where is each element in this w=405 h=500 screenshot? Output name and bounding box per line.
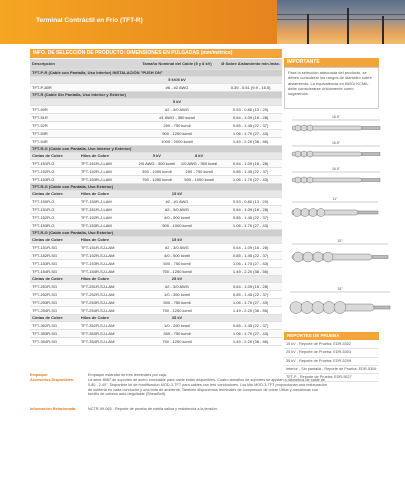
group-title: TFT-R-G (Cable con Pantalla, Uso Exterior): [30, 229, 282, 236]
table-cell: 1.49 - 2.20 (38 - 56): [219, 306, 282, 314]
table-row: [30, 159, 282, 167]
table-row: [30, 105, 282, 113]
table-cell: TFT-151R-G: [30, 205, 79, 213]
table-cell: 1.49 - 2.20 (38 - 56): [219, 137, 282, 145]
terminal-drawing-6: [290, 292, 390, 314]
group-header: [30, 229, 282, 236]
kv-label: 5 kV: [135, 98, 219, 105]
table-row: [30, 213, 282, 221]
table-row: [30, 137, 282, 145]
header-cable-size: Tamaño Nominal del Cable (5 y 8 kV): [135, 59, 219, 69]
table-cell: 0.85 - 1.45 (22 - 37): [219, 167, 282, 175]
table-cell: [219, 190, 282, 197]
report-item: 25 kV - Reporte de Prueba: EDR-5303: [284, 349, 379, 357]
table-cell: 500 - 1000 kcmil: [179, 175, 219, 183]
group-title: TFT-R (Cable Sin Pantalla, Uso Interior y Exterior): [30, 91, 282, 98]
table-row: [30, 205, 282, 213]
table-cell: TFT-353R-SG: [30, 329, 79, 337]
table-cell: Cintas de Cobre: [30, 236, 79, 243]
table-cell: 1.49 - 2.20 (38 - 56): [219, 267, 282, 275]
header-insulation: Ø Sobre Aislamiento mín./máx.: [219, 59, 282, 69]
table-cell: Hilos de Cobre: [79, 236, 135, 243]
table-cell: 1.06 - 1.70 (27 - 43): [219, 298, 282, 306]
table-cell: 1.06 - 1.70 (27 - 43): [219, 221, 282, 229]
group-header: [30, 183, 282, 190]
table-cell: 1/0 - 350 kcmil: [135, 290, 219, 298]
power-lines-photo: [277, 0, 405, 44]
table-cell: TFT-254R-SJ-LAM: [79, 306, 135, 314]
table-cell: 500 - 750 kcmil: [135, 259, 219, 267]
table-cell: TFT-253R-SJ-LAM: [79, 298, 135, 306]
header-banner: [0, 0, 405, 44]
table-cell: Hilos de Cobre: [79, 152, 135, 159]
table-cell: TFT-251R-SG: [30, 282, 79, 290]
table-cell: TFT-153R-J-LAM: [79, 175, 135, 183]
table-row: [30, 282, 282, 290]
table-cell: 35 kV: [135, 314, 219, 321]
table-row: [30, 267, 282, 275]
table-cell: 15 kV: [135, 236, 219, 243]
product-selection-table: [30, 59, 282, 346]
note-label: Información Relacionada:: [30, 407, 77, 411]
table-cell: TFT-353R-SJ-LAM: [79, 329, 135, 337]
table-cell: TFT-151R-SG: [30, 243, 79, 251]
kv-header: [30, 314, 282, 321]
table-cell: [219, 314, 282, 321]
table-cell: 750 - 1250 kcmil: [135, 267, 219, 275]
table-row: [30, 298, 282, 306]
table-row: [30, 167, 282, 175]
table-cell: 0.64 - 1.09 (16 - 28): [219, 243, 282, 251]
table-cell: Cintas de Cobre: [30, 190, 79, 197]
note-text: NCTR-99-065 - Reporte de prueba de niebla salina y resistencia a la tensión.: [88, 407, 218, 411]
table-row: [30, 175, 282, 183]
table-cell: 0.85 - 1.45 (22 - 37): [219, 321, 282, 329]
table-cell: TFT-151R-SJ-LAM: [79, 243, 135, 251]
group-title: TFT-R-G (Cable con Pantalla, Uso Exterior): [30, 183, 282, 190]
terminal-drawing-2: [292, 146, 380, 157]
note-text: La serie 8987 de soportes de acero inoxidable para cable están disponibles. Cuatro tamaños de soportes se ajustan a diámetros de cable de 0.80 - 2.40". Disponible kit de modificación MOD-3-TFT para cables con tres conductores. Los kits MOD-3-TFT proporcionan una restauración de cubierta en cada conductor y una bota de ambiente. También disponemos terminales de compresión de cobre Utilux y mecánicas con tornillo de cabeza auto-degollable (ShearBolt).: [88, 378, 328, 397]
table-cell: 4/0 - 500 kcmil: [135, 251, 219, 259]
table-row: [30, 83, 282, 91]
table-cell: #2 - 3/0 AWG: [135, 282, 219, 290]
table-cell: 0.85 - 1.45 (22 - 37): [219, 290, 282, 298]
table-cell: TFT-152R-G: [30, 167, 79, 175]
table-cell: TFT-354R-SG: [30, 337, 79, 345]
table-cell: 5 kV: [135, 152, 179, 159]
table-row: [30, 290, 282, 298]
table-cell: 0.64 - 1.09 (16 - 28): [219, 205, 282, 213]
table-cell: TFT-252R-SG: [30, 290, 79, 298]
table-row: [30, 113, 282, 121]
table-cell: 1.06 - 1.70 (27 - 43): [219, 175, 282, 183]
table-cell: TFT-53R: [30, 129, 135, 137]
kv-header: [30, 275, 282, 282]
report-item: 35 kV - Reporte de Prueba: EDR-5299: [284, 358, 379, 366]
table-cell: 15 kV: [135, 190, 219, 197]
table-cell: TFT-153R-G: [30, 221, 79, 229]
group-header: [30, 91, 282, 98]
table-cell: TFT-252R-SJ-LAM: [79, 290, 135, 298]
table-cell: 0.85 - 1.45 (22 - 37): [219, 251, 282, 259]
terminal-drawing-5: [292, 244, 388, 262]
table-cell: TFT-152R-SG: [30, 251, 79, 259]
group-title: TFT-P-R (Cable con Pantalla, Uso Interior) INSTALACIÓN "PUSH ON": [30, 69, 282, 76]
table-cell: TFT-153R-J-LAM: [79, 221, 135, 229]
table-cell: TFT-251R-SJ-LAM: [79, 282, 135, 290]
table-cell: 0.39 - 0.61 (9.9 - 15.5): [219, 83, 282, 91]
terminal-drawing-3: [292, 172, 380, 183]
table-cell: 1.06 - 1.70 (27 - 43): [219, 129, 282, 137]
table-cell: 750 - 1250 kcmil: [135, 175, 179, 183]
group-title: TFT-R-G (Cable con Pantalla, Uso Interior y Exterior): [30, 145, 282, 152]
table-cell: 250 - 750 kcmil: [135, 121, 219, 129]
table-cell: Cintas de Cobre: [30, 275, 79, 282]
group-header: [30, 145, 282, 152]
table-cell: TFT-154R-SJ-LAM: [79, 267, 135, 275]
table-cell: 8 kV: [179, 152, 219, 159]
table-cell: TFT-352R-SG: [30, 321, 79, 329]
kv-header: [30, 152, 282, 159]
dim-label-4: 11": [332, 197, 338, 201]
table-cell: 500 - 1000 kcmil: [135, 221, 219, 229]
table-cell: 0.53 - 0.80 (13 - 20): [219, 197, 282, 205]
kv-header: [30, 236, 282, 243]
table-cell: TFT-52R: [30, 121, 135, 129]
table-cell: 1.49 - 2.20 (38 - 56): [219, 337, 282, 345]
table-cell: Hilos de Cobre: [79, 190, 135, 197]
dim-label-6: 28": [337, 287, 343, 291]
table-cell: TFT-151R-J-LAM: [79, 159, 135, 167]
table-cell: [219, 76, 282, 83]
table-cell: TFT-352R-SJ-LAM: [79, 321, 135, 329]
kv-header: [30, 190, 282, 197]
dim-label-3: 16.5": [331, 167, 341, 171]
table-cell: TFT-254R-SG: [30, 306, 79, 314]
table-cell: [30, 76, 135, 83]
table-header: [30, 59, 282, 69]
table-row: [30, 129, 282, 137]
table-cell: #1 AWG - 350 kcmil: [135, 113, 219, 121]
table-row: [30, 321, 282, 329]
table-cell: 1.06 - 1.70 (27 - 43): [219, 329, 282, 337]
terminal-drawings: [284, 112, 394, 330]
table-cell: 1000 - 2000 kcmil: [135, 137, 219, 145]
table-cell: [219, 236, 282, 243]
kv-label: 5 kV/8 kV: [135, 76, 219, 83]
table-row: [30, 337, 282, 345]
kv-header: [30, 76, 282, 83]
table-cell: 500 - 750 kcmil: [135, 298, 219, 306]
dim-label-2: 16.5": [331, 141, 341, 145]
table-cell: 350 - 750 kcmil: [135, 329, 219, 337]
table-cell: [30, 98, 135, 105]
table-row: [30, 221, 282, 229]
page-title: Terminal Contráctil en Frío (TFT-R): [36, 17, 143, 24]
table-cell: 2/0 AWG - 500 kcmil: [135, 159, 179, 167]
table-row: [30, 121, 282, 129]
table-cell: 0.85 - 1.45 (22 - 37): [219, 121, 282, 129]
table-cell: TFT-P-80R: [30, 83, 135, 91]
table-cell: #2 - 3/0 AWG: [135, 105, 219, 113]
reports-list: [284, 341, 379, 382]
table-cell: 250 - 750 kcmil: [179, 167, 219, 175]
table-cell: TFT-152R-G: [30, 213, 79, 221]
table-cell: TFT-51R: [30, 113, 135, 121]
header-description: Descripción: [30, 59, 135, 69]
table-cell: TFT-152R-SJ-LAM: [79, 251, 135, 259]
table-cell: [219, 152, 282, 159]
table-cell: 350 - 1000 kcmil: [135, 167, 179, 175]
table-cell: TFT-54R: [30, 137, 135, 145]
table-cell: 0.85 - 1.45 (22 - 37): [219, 213, 282, 221]
table-cell: TFT-152R-J-LAM: [79, 167, 135, 175]
table-cell: TFT-50R: [30, 105, 135, 113]
dim-label-5: 15": [337, 239, 343, 243]
table-cell: TFT-151R-J-LAM: [79, 205, 135, 213]
table-cell: 1.06 - 1.70 (27 - 43): [219, 259, 282, 267]
report-item: Interior - Sin pantalla - Reporte de Prueba: EDR-5306: [284, 366, 379, 374]
table-cell: 1/0 AWG - 350 kcmil: [180, 160, 218, 166]
reports-title: REPORTES DE PRUEBA: [284, 332, 379, 340]
table-cell: #2 - #1 AWG: [135, 197, 219, 205]
table-cell: TFT-354R-SJ-LAM: [79, 337, 135, 345]
table-row: [30, 259, 282, 267]
table-cell: 500 - 1250 kcmil: [135, 129, 219, 137]
table-cell: #2 - 3/0 AWG: [135, 205, 219, 213]
section-title: INFO. DE SELECCIÓN DE PRODUCTO: DIMENSIONES EN PULGADAS (mm/métrico): [30, 49, 282, 58]
important-title: IMPORTANTE: [284, 58, 379, 67]
table-row: [30, 306, 282, 314]
table-cell: [219, 98, 282, 105]
note-text: Empaque estándar de tres terminales por caja.: [88, 373, 167, 377]
table-cell: #6 - #2 AWG: [135, 83, 219, 91]
table-cell: TFT-154R-SG: [30, 267, 79, 275]
table-cell: TFT-150R-G: [30, 197, 79, 205]
group-header: [30, 69, 282, 76]
table-cell: [219, 275, 282, 282]
terminal-drawing-4: [292, 202, 378, 217]
table-cell: 1/0 - 250 kcmil: [135, 321, 219, 329]
note-label: Empaque:: [30, 373, 49, 377]
table-cell: Cintas de Cobre: [30, 314, 79, 321]
kv-header: [30, 98, 282, 105]
table-cell: TFT-153R-G: [30, 175, 79, 183]
table-cell: #2 - 3/0 AWG: [135, 243, 219, 251]
table-row: [30, 251, 282, 259]
table-row: [30, 243, 282, 251]
table-row: [30, 329, 282, 337]
dim-label-1: 16.5": [331, 115, 341, 119]
terminal-drawing-1: [292, 120, 380, 131]
table-cell: Cintas de Cobre: [30, 152, 79, 159]
table-cell: 0.64 - 1.09 (16 - 28): [219, 282, 282, 290]
table-cell: 0.64 - 1.09 (16 - 28): [219, 113, 282, 121]
table-row: [30, 197, 282, 205]
table-cell: Hilos de Cobre: [79, 314, 135, 321]
table-cell: TFT-151R-G: [30, 159, 79, 167]
note-label: Accesorios Disponibles:: [30, 378, 75, 382]
table-cell: TFT-253R-SG: [30, 298, 79, 306]
table-cell: TFT-153R-SJ-LAM: [79, 259, 135, 267]
table-cell: Hilos de Cobre: [79, 275, 135, 282]
table-cell: TFT-153R-SG: [30, 259, 79, 267]
table-cell: 750 - 1250 kcmil: [135, 337, 219, 345]
table-cell: 25 kV: [135, 275, 219, 282]
table-cell: 0.53 - 0.80 (13 - 20): [219, 105, 282, 113]
table-cell: 750 - 1250 kcmil: [135, 306, 219, 314]
report-item: 15 kV - Reporte de Prueba: EDR-5302: [284, 341, 379, 349]
important-text: Para la selección adecuada del producto, se deben considerar los rangos de diámetro sobre aislamiento. La equivalencia en AWG/ KCMIL debe considerarse únicamente como sugerencia.: [284, 67, 379, 109]
table-cell: TFT-150R-J-LAM: [79, 197, 135, 205]
report-item: TFT-P - Reporte de Prueba: EDR-5527: [284, 374, 379, 382]
table-cell: 4/0 - 500 kcmil: [135, 213, 219, 221]
table-cell: TFT-152R-J-LAM: [79, 213, 135, 221]
table-cell: 0.64 - 1.09 (16 - 28): [219, 159, 282, 167]
